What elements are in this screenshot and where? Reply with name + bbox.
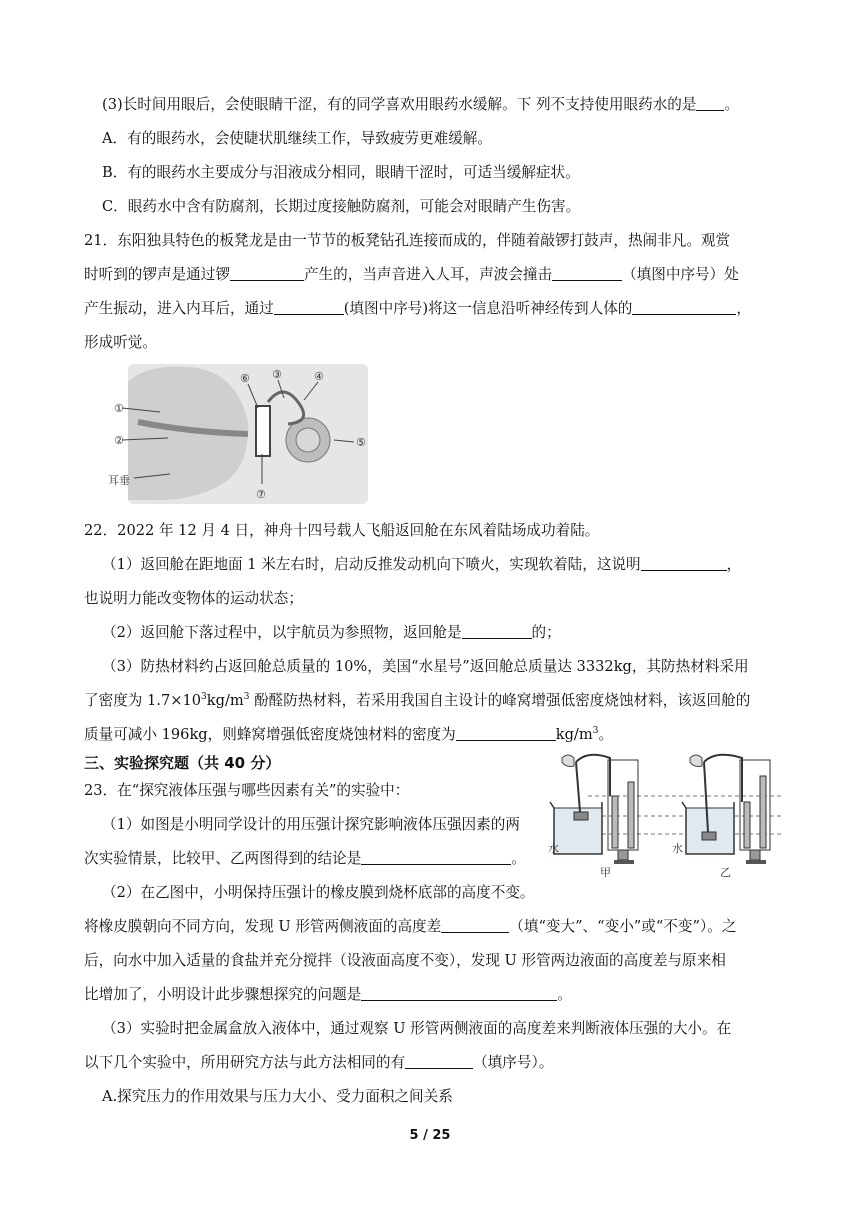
- ear-label-5: ⑤: [356, 436, 366, 449]
- q23-part-3-line-2: 以下几个实验中，所用研究方法与此方法相同的有 （填序号）。: [84, 1054, 554, 1071]
- ear-label-4: ④: [314, 370, 324, 383]
- q22-part-1-cont: 也说明力能改变物体的运动状态；: [84, 590, 303, 607]
- ear-label-earlobe: 耳垂: [108, 474, 130, 487]
- q21-line-3: 产生振动，进入内耳后，通过 (填图中序号)将这一信息沿听神经传到人体的 ，: [84, 300, 752, 317]
- ear-label-7: ⑦: [256, 488, 266, 501]
- q20-3-option-b: B．有的眼药水主要成分与泪液成分相同，眼睛干涩时，可适当缓解症状。: [102, 164, 580, 181]
- q23-option-a: A.探究压力的作用效果与压力大小、受力面积之间关系: [102, 1088, 453, 1105]
- q23-part-1-line-2: 次实验情景，比较甲、乙两图得到的结论是 。: [84, 850, 526, 867]
- ear-label-3: ③: [272, 368, 282, 381]
- water-label-jia: 水: [548, 842, 559, 855]
- q20-3-stem: (3)长时间用眼后，会使眼睛干涩，有的同学喜欢用眼药水缓解。下 列不支持使用眼药水的是 。: [102, 96, 740, 113]
- q23-part-1: （1）如图是小明同学设计的用压强计探究影响液体压强因素的两: [102, 816, 520, 833]
- q23-part-3: （3）实验时把金属盒放入液体中，通过观察 U 形管两侧液面的高度差来判断液体压强的大小。在: [102, 1020, 732, 1037]
- q22-part-1: （1）返回舱在距地面 1 米左右时，启动反推发动机向下喷火，实现软着陆，这说明 ，: [102, 556, 742, 573]
- q21-line-1: 21．东阳独具特色的板凳龙是由一节节的板凳钻孔连接而成的，伴随着敲锣打鼓声，热闹非凡。观赏: [84, 232, 731, 249]
- q22-part-3-line-2: 了密度为 $1.7\times 10^3kg/m^3$ 酚醛防热材料，若采用我国自主设计的峰窝增强低密度烧蚀材料，该返回舱的: [84, 692, 751, 709]
- q23-part-2-line-3: 后，向水中加入适量的食盐并充分搅拌（设液面高度不变），发现 U 形管两边液面的高度差与原来相: [84, 952, 726, 969]
- q23-part-2-line-4: 比增加了，小明设计此步骤想探究的问题是 。: [84, 986, 572, 1003]
- q21-line-4: 形成听觉。: [84, 334, 157, 351]
- ear-diagram: [108, 362, 380, 508]
- q23-part-2-line-2: 将橡皮膜朝向不同方向，发现 U 形管两侧液面的高度差 （填“变大”、“变小”或“不变”）。之: [84, 918, 737, 935]
- q22-part-3-line-3: 质量可减小 196kg，则蜂窝增强低密度烧蚀材料的密度为 $kg/m^3$。: [84, 726, 614, 743]
- q20-3-option-c: C．眼药水中含有防腐剂，长期过度接触防腐剂，可能会对眼睛产生伤害。: [102, 198, 581, 215]
- q20-3-option-a: A．有的眼药水，会使睫状肌继续工作，导致疲劳更难缓解。: [102, 130, 492, 147]
- water-label-yi: 水: [672, 842, 683, 855]
- label-jia: 甲: [600, 866, 611, 878]
- page-number: 5 / 25: [409, 1128, 451, 1143]
- q23-stem: 23．在“探究液体压强与哪些因素有关”的实验中：: [84, 782, 410, 799]
- q22-stem: 22．2022 年 12 月 4 日，神舟十四号载人飞船返回舱在东风着陆场成功着陆。: [84, 522, 600, 539]
- q22-part-3: （3）防热材料约占返回舱总质量的 10%，美国“水星号”返回舱总质量达 3332kg，其防热材料采用: [102, 658, 749, 675]
- section-title: 三、实验探究题（共 40 分）: [84, 754, 281, 772]
- pressure-gauge-diagram: [548, 752, 784, 878]
- q23-part-2: （2）在乙图中，小明保持压强计的橡皮膜到烧杯底部的高度不变。: [102, 884, 535, 901]
- ear-label-1: ①: [114, 402, 124, 415]
- label-yi: 乙: [720, 866, 731, 878]
- q22-part-2: （2）返回舱下落过程中，以宇航员为参照物，返回舱是 的；: [102, 624, 561, 641]
- q21-line-2: 时听到的锣声是通过锣 产生的，当声音进入人耳，声波会撞击 （填图中序号）处: [84, 266, 739, 283]
- ear-label-2: ②: [114, 434, 124, 447]
- ear-label-6: ⑥: [240, 372, 250, 385]
